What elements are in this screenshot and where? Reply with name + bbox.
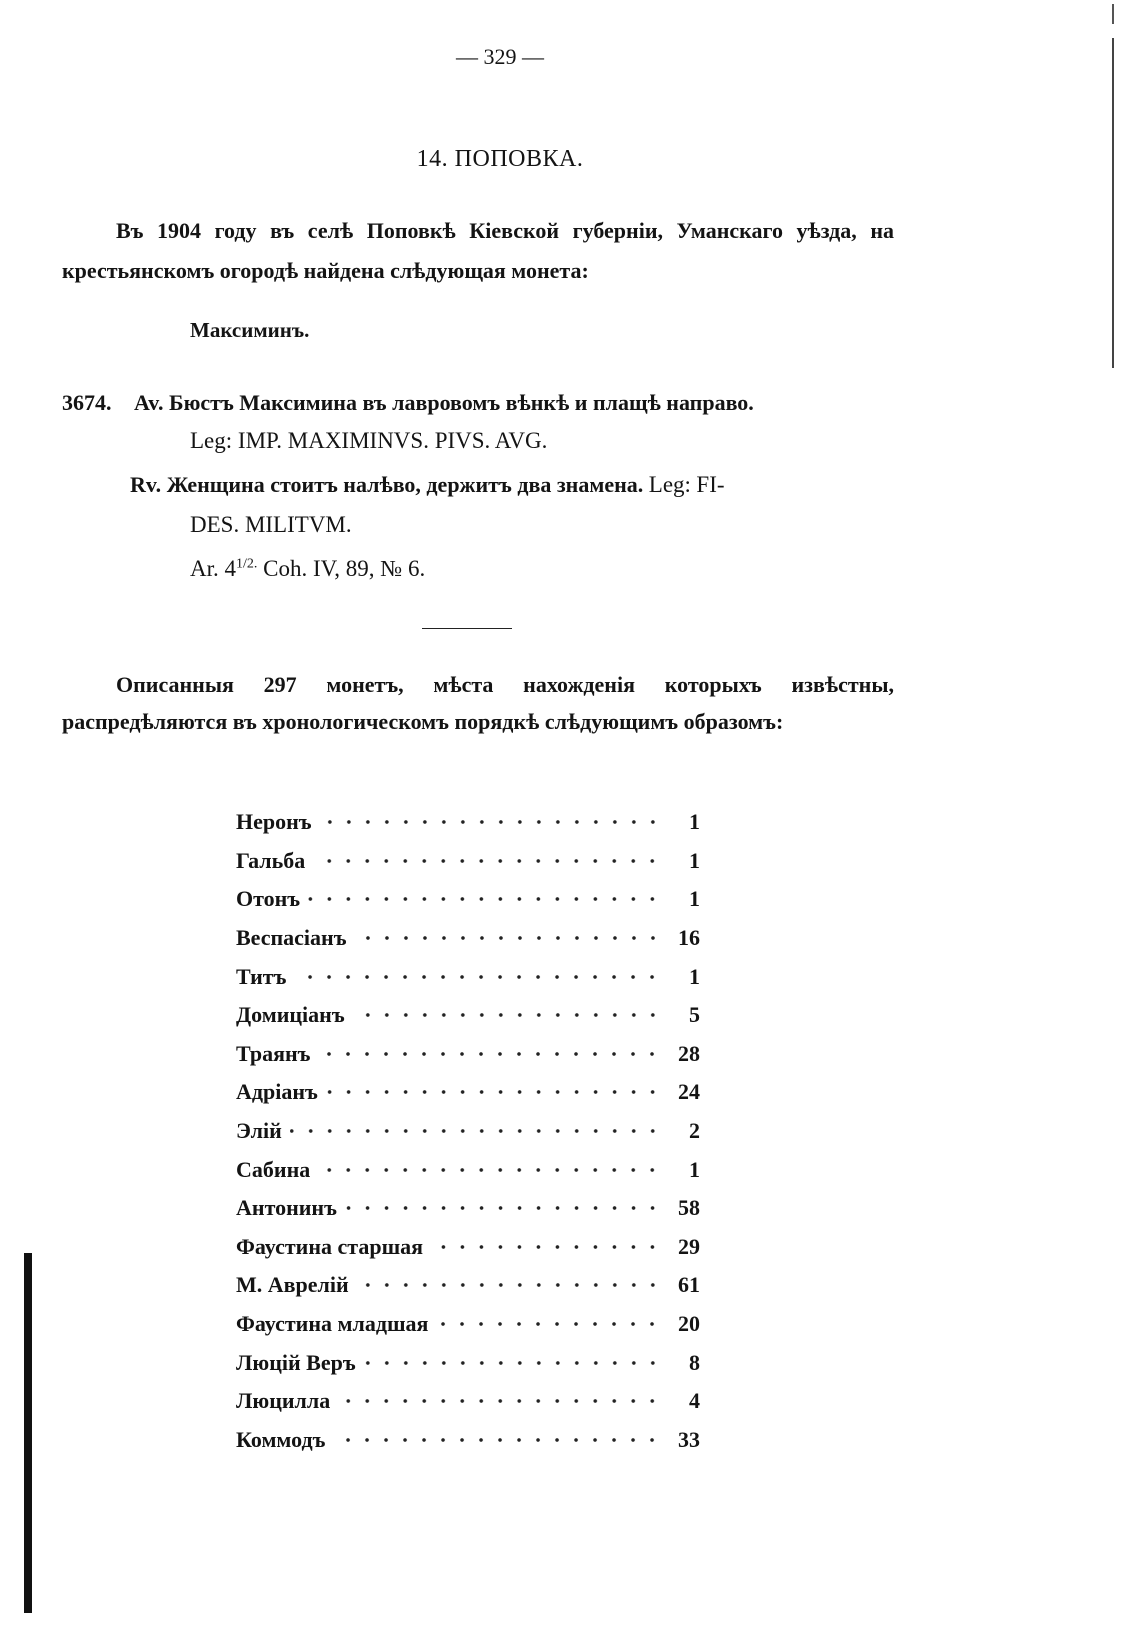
tally-emperor-name: Траянъ bbox=[236, 1040, 311, 1066]
tally-emperor-name: Веспасіанъ bbox=[236, 925, 347, 951]
tally-row bbox=[236, 1189, 700, 1228]
ruler-heading: Максиминъ. bbox=[190, 318, 310, 342]
tally-coin-count: 1 bbox=[689, 886, 700, 912]
reverse-description: Женщина стоитъ налѣво, держитъ два знамена. bbox=[166, 472, 644, 497]
tally-emperor-name: Гальба bbox=[236, 847, 306, 873]
tally-row bbox=[236, 1421, 700, 1460]
coin-reference: Coh. IV, 89, № 6. bbox=[263, 556, 426, 581]
tally-row bbox=[236, 1073, 700, 1112]
dot-leader bbox=[318, 1159, 662, 1181]
coin-size-whole: 4 bbox=[224, 556, 236, 581]
coin-number: 3674. bbox=[62, 390, 112, 415]
tally-emperor-name: М. Аврелій bbox=[236, 1272, 349, 1298]
reverse-legend-part1: FI- bbox=[696, 472, 725, 497]
tally-emperor-name: Отонъ bbox=[236, 886, 301, 912]
tally-row bbox=[236, 996, 700, 1035]
tally-emperor-name: Неронъ bbox=[236, 809, 312, 835]
tally-row bbox=[236, 1382, 700, 1421]
reverse-legend-part2: DES. MILITVM. bbox=[190, 512, 352, 537]
reverse-legend-label: Leg: bbox=[648, 472, 691, 497]
dot-leader bbox=[345, 1197, 662, 1219]
dot-leader bbox=[333, 1429, 662, 1451]
coin-reverse-line bbox=[130, 472, 725, 498]
dot-leader bbox=[436, 1313, 662, 1335]
tally-row bbox=[236, 1228, 700, 1267]
page-edge-line-right bbox=[1112, 38, 1114, 368]
tally-emperor-name: Титъ bbox=[236, 963, 287, 989]
dot-leader bbox=[290, 1120, 662, 1142]
tally-coin-count: 2 bbox=[689, 1118, 700, 1144]
tally-emperor-name: Домиціанъ bbox=[236, 1002, 345, 1028]
tally-row bbox=[236, 957, 700, 996]
tally-row bbox=[236, 880, 700, 919]
tally-coin-count: 58 bbox=[678, 1195, 700, 1221]
coin-size bbox=[225, 556, 258, 581]
tally-emperor-name: Коммодъ bbox=[236, 1426, 326, 1452]
coin-size-fraction: 1/2. bbox=[236, 556, 258, 572]
tally-coin-count: 28 bbox=[678, 1040, 700, 1066]
tally-coin-count: 1 bbox=[689, 963, 700, 989]
coin-obverse-line bbox=[134, 390, 754, 416]
tally-coin-count: 1 bbox=[689, 1156, 700, 1182]
tally-emperor-name: Люцій Веръ bbox=[236, 1349, 356, 1375]
emperor-tally-list bbox=[236, 803, 700, 1459]
tally-row bbox=[236, 1343, 700, 1382]
coin-reverse-legend-continued bbox=[190, 512, 352, 538]
tally-coin-count: 29 bbox=[678, 1233, 700, 1259]
tally-coin-count: 33 bbox=[678, 1426, 700, 1452]
tally-row bbox=[236, 1035, 700, 1074]
tally-coin-count: 8 bbox=[689, 1349, 700, 1375]
tally-row bbox=[236, 803, 700, 842]
page-edge-mark-right bbox=[1112, 4, 1114, 24]
tally-row bbox=[236, 842, 700, 881]
section-title: 14. ПОПОВКА. bbox=[416, 146, 584, 172]
page-edge-shadow-left bbox=[24, 1253, 32, 1613]
dot-leader bbox=[338, 1390, 662, 1412]
reverse-prefix: Rv. bbox=[130, 472, 162, 497]
tally-coin-count: 20 bbox=[678, 1311, 700, 1337]
tally-row bbox=[236, 1266, 700, 1305]
dot-leader bbox=[353, 1004, 662, 1026]
tally-coin-count: 24 bbox=[678, 1079, 700, 1105]
obverse-description: Бюстъ Максимина въ лавровомъ вѣнкѣ и плащѣ направо. bbox=[169, 390, 754, 415]
tally-coin-count: 4 bbox=[689, 1388, 700, 1414]
summary-paragraph: Описанныя 297 монетъ, мѣста нахожденія которыхъ извѣстны, распредѣляются въ хронологическомъ порядкѣ слѣдующимъ образомъ: bbox=[62, 672, 894, 734]
tally-row bbox=[236, 919, 700, 958]
dot-leader bbox=[294, 966, 662, 988]
coin-metal: Ar. bbox=[190, 556, 219, 581]
page-number: — 329 — bbox=[456, 44, 544, 69]
dot-leader bbox=[326, 1081, 662, 1103]
obverse-legend-label: Leg: bbox=[190, 428, 233, 453]
tally-emperor-name: Сабина bbox=[236, 1156, 311, 1182]
coin-metal-line bbox=[190, 556, 425, 582]
obverse-prefix: Av. bbox=[134, 390, 164, 415]
dot-leader bbox=[320, 811, 662, 833]
dot-leader bbox=[355, 927, 662, 949]
intro-paragraph: Въ 1904 году въ селѣ Поповкѣ Кіевской губерніи, Уманскаго уѣзда, на крестьянскомъ огородѣ найдена слѣдующая монета: bbox=[62, 218, 894, 283]
dot-leader bbox=[357, 1274, 662, 1296]
tally-row bbox=[236, 1305, 700, 1344]
dot-leader bbox=[308, 888, 662, 910]
dot-leader bbox=[431, 1236, 662, 1258]
dot-leader bbox=[364, 1352, 662, 1374]
coin-obverse-legend bbox=[190, 428, 547, 454]
tally-emperor-name: Антонинъ bbox=[236, 1195, 337, 1221]
tally-coin-count: 1 bbox=[689, 809, 700, 835]
tally-coin-count: 1 bbox=[689, 847, 700, 873]
dot-leader bbox=[318, 1043, 662, 1065]
tally-coin-count: 61 bbox=[678, 1272, 700, 1298]
obverse-legend: IMP. MAXIMINVS. PIVS. AVG. bbox=[237, 428, 548, 453]
tally-row bbox=[236, 1150, 700, 1189]
dot-leader bbox=[313, 850, 662, 872]
section-divider bbox=[422, 628, 512, 629]
tally-emperor-name: Фаустина младшая bbox=[236, 1311, 429, 1337]
tally-emperor-name: Элій bbox=[236, 1118, 282, 1144]
tally-coin-count: 5 bbox=[689, 1002, 700, 1028]
tally-coin-count: 16 bbox=[678, 925, 700, 951]
tally-emperor-name: Адріанъ bbox=[236, 1079, 318, 1105]
tally-row bbox=[236, 1112, 700, 1151]
tally-emperor-name: Фаустина старшая bbox=[236, 1233, 424, 1259]
tally-emperor-name: Люцилла bbox=[236, 1388, 331, 1414]
